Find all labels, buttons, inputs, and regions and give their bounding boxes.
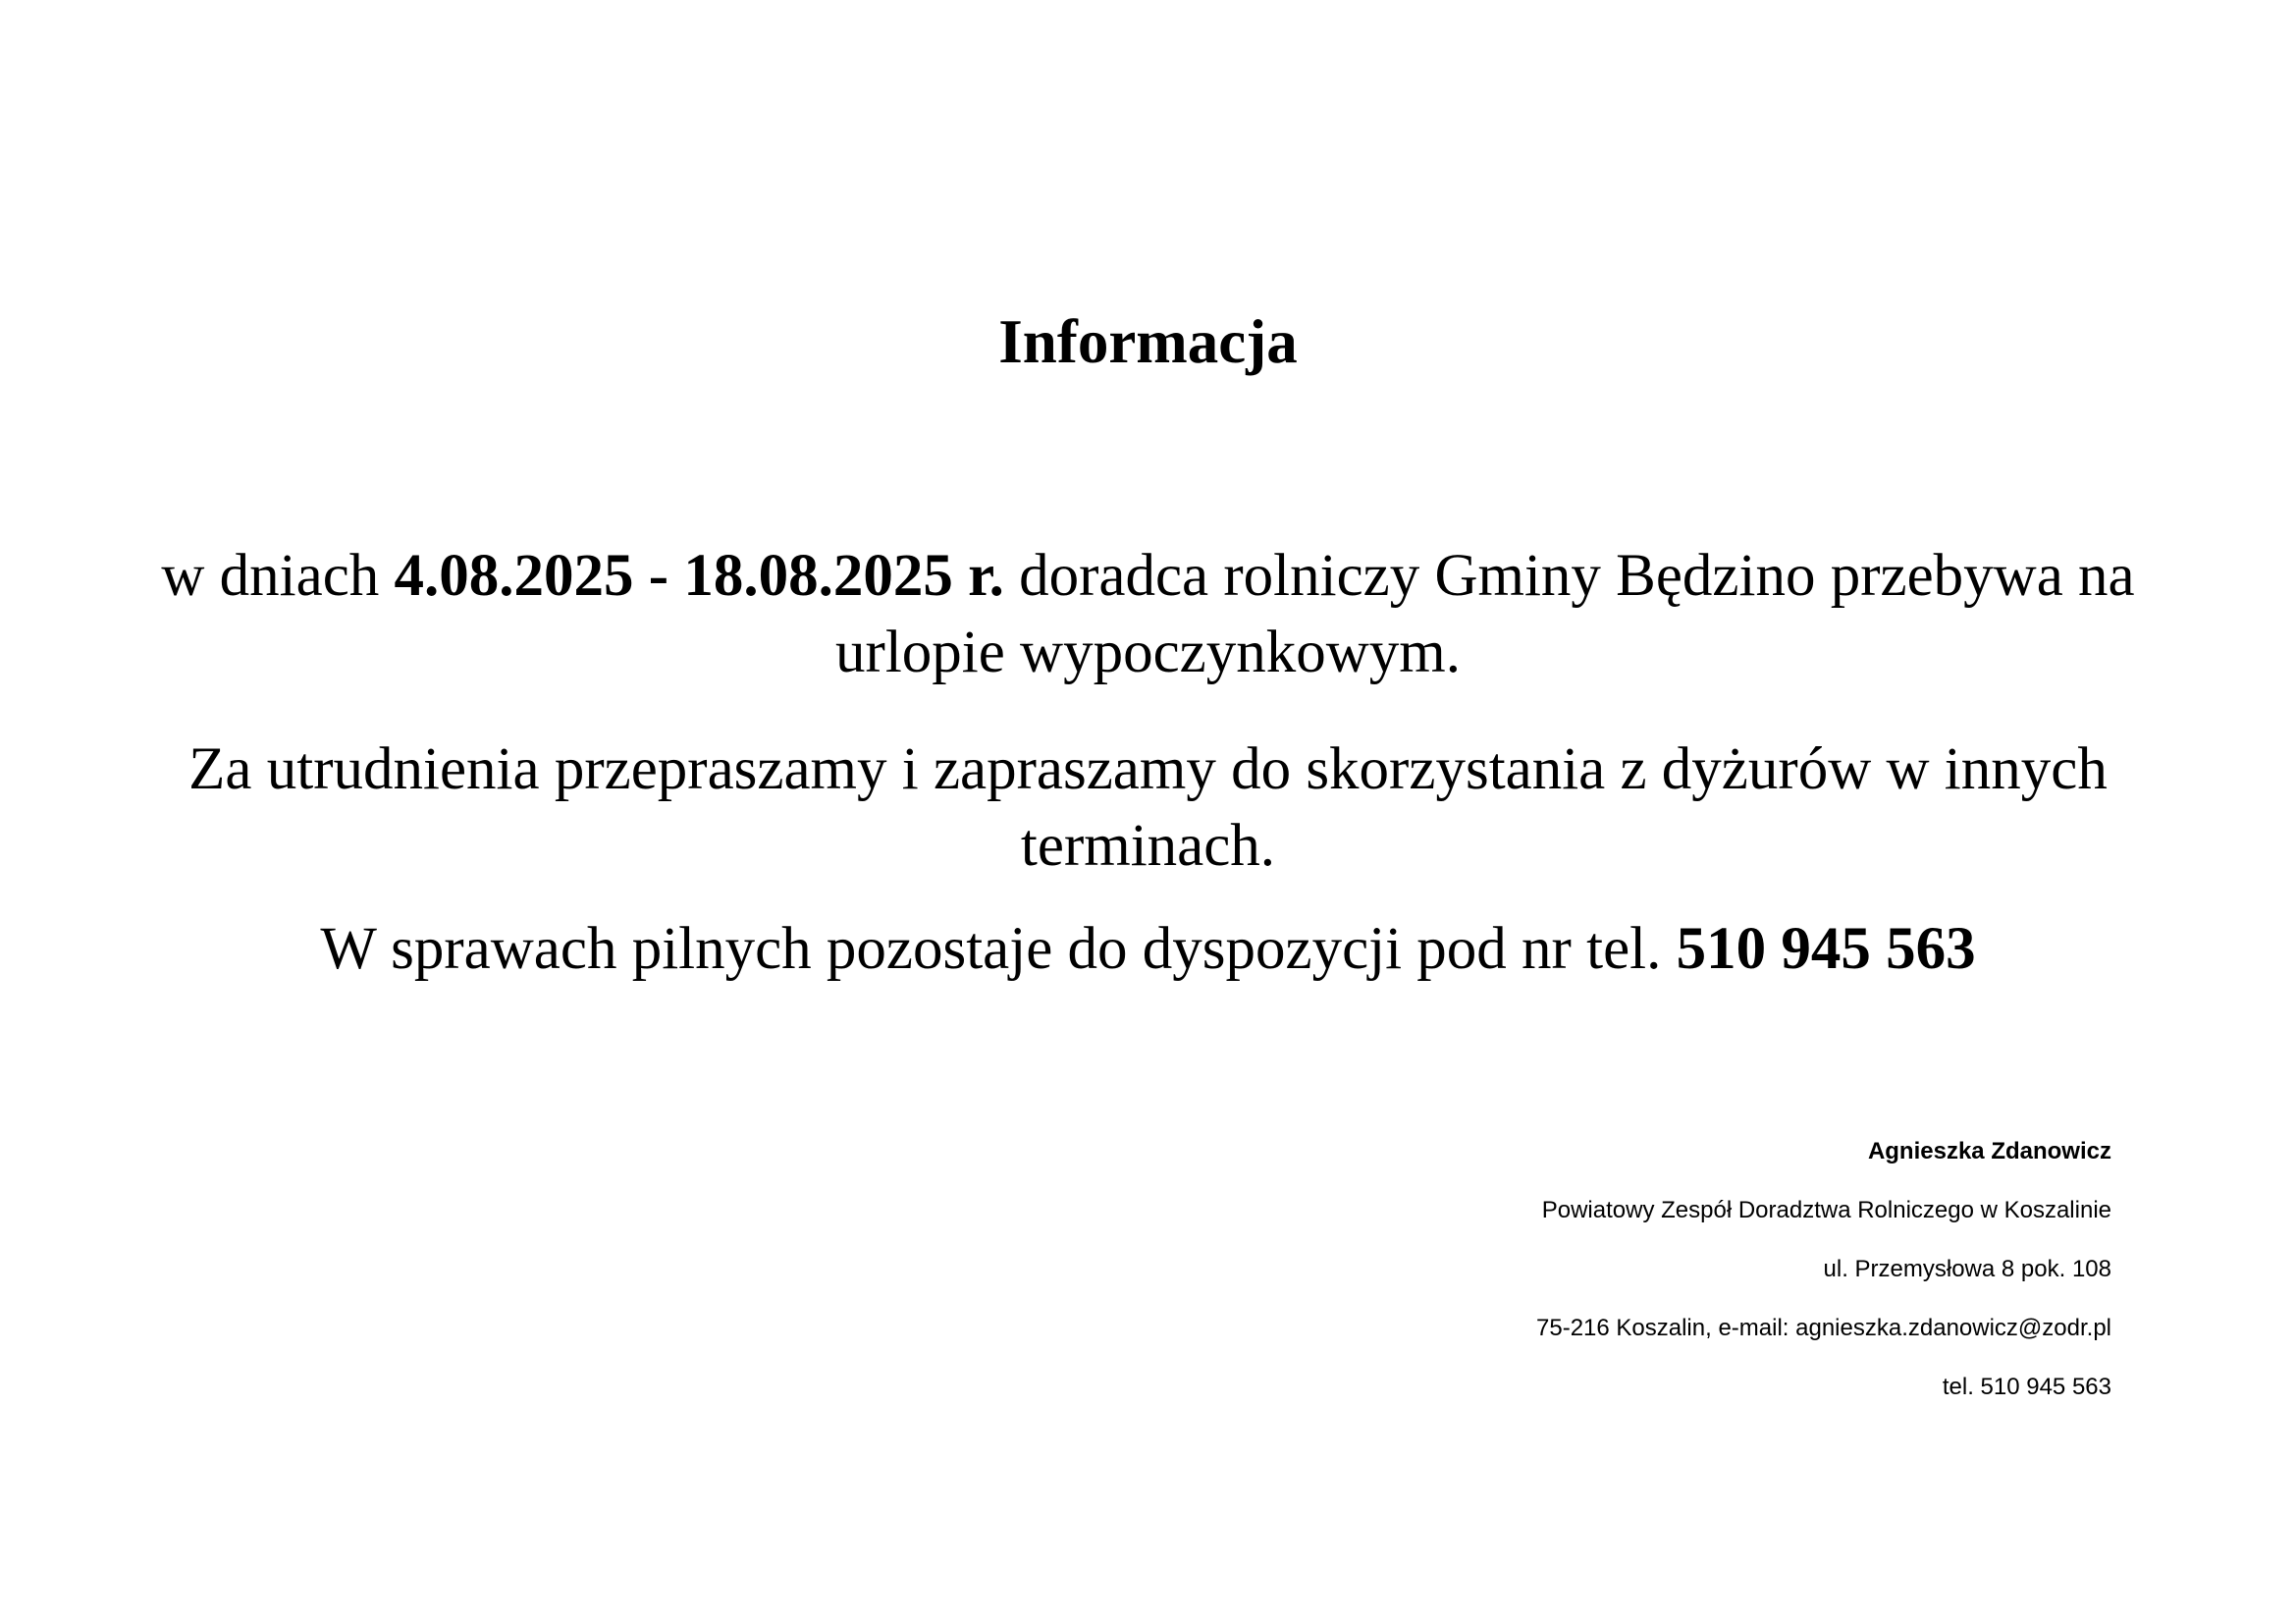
urgent-contact-phone: 510 945 563 bbox=[1676, 916, 1976, 982]
apology-paragraph: Za utrudnienia przepraszamy i zapraszamy do skorzystania z dyżurów w innych terminach. bbox=[188, 736, 2108, 879]
vacation-paragraph bbox=[147, 538, 2149, 691]
vacation-dates: 4.08.2025 - 18.08.2025 r. bbox=[394, 543, 1004, 609]
signature-organization: Powiatowy Zespół Doradztwa Rolniczego w Koszalinie bbox=[1541, 1197, 2111, 1223]
urgent-contact-prefix: W sprawach pilnych pozostaje do dyspozycji pod nr tel. bbox=[320, 916, 1677, 982]
page-title: Informacja bbox=[998, 307, 1298, 376]
signature-name: Agnieszka Zdanowicz bbox=[1867, 1138, 2111, 1164]
signature-city-email: 75-216 Koszalin, e-mail: agnieszka.zdanowicz@zodr.pl bbox=[1536, 1315, 2111, 1341]
urgent-contact-paragraph bbox=[147, 911, 2149, 988]
signature-phone: tel. 510 945 563 bbox=[1942, 1374, 2111, 1400]
vacation-prefix: w dniach bbox=[161, 543, 395, 609]
signature-block bbox=[1228, 1137, 2111, 1432]
vacation-suffix: doradca rolniczy Gminy Będzino przebywa na urlopie wypoczynkowym. bbox=[835, 543, 2135, 685]
signature-address: ul. Przemysłowa 8 pok. 108 bbox=[1823, 1256, 2111, 1282]
